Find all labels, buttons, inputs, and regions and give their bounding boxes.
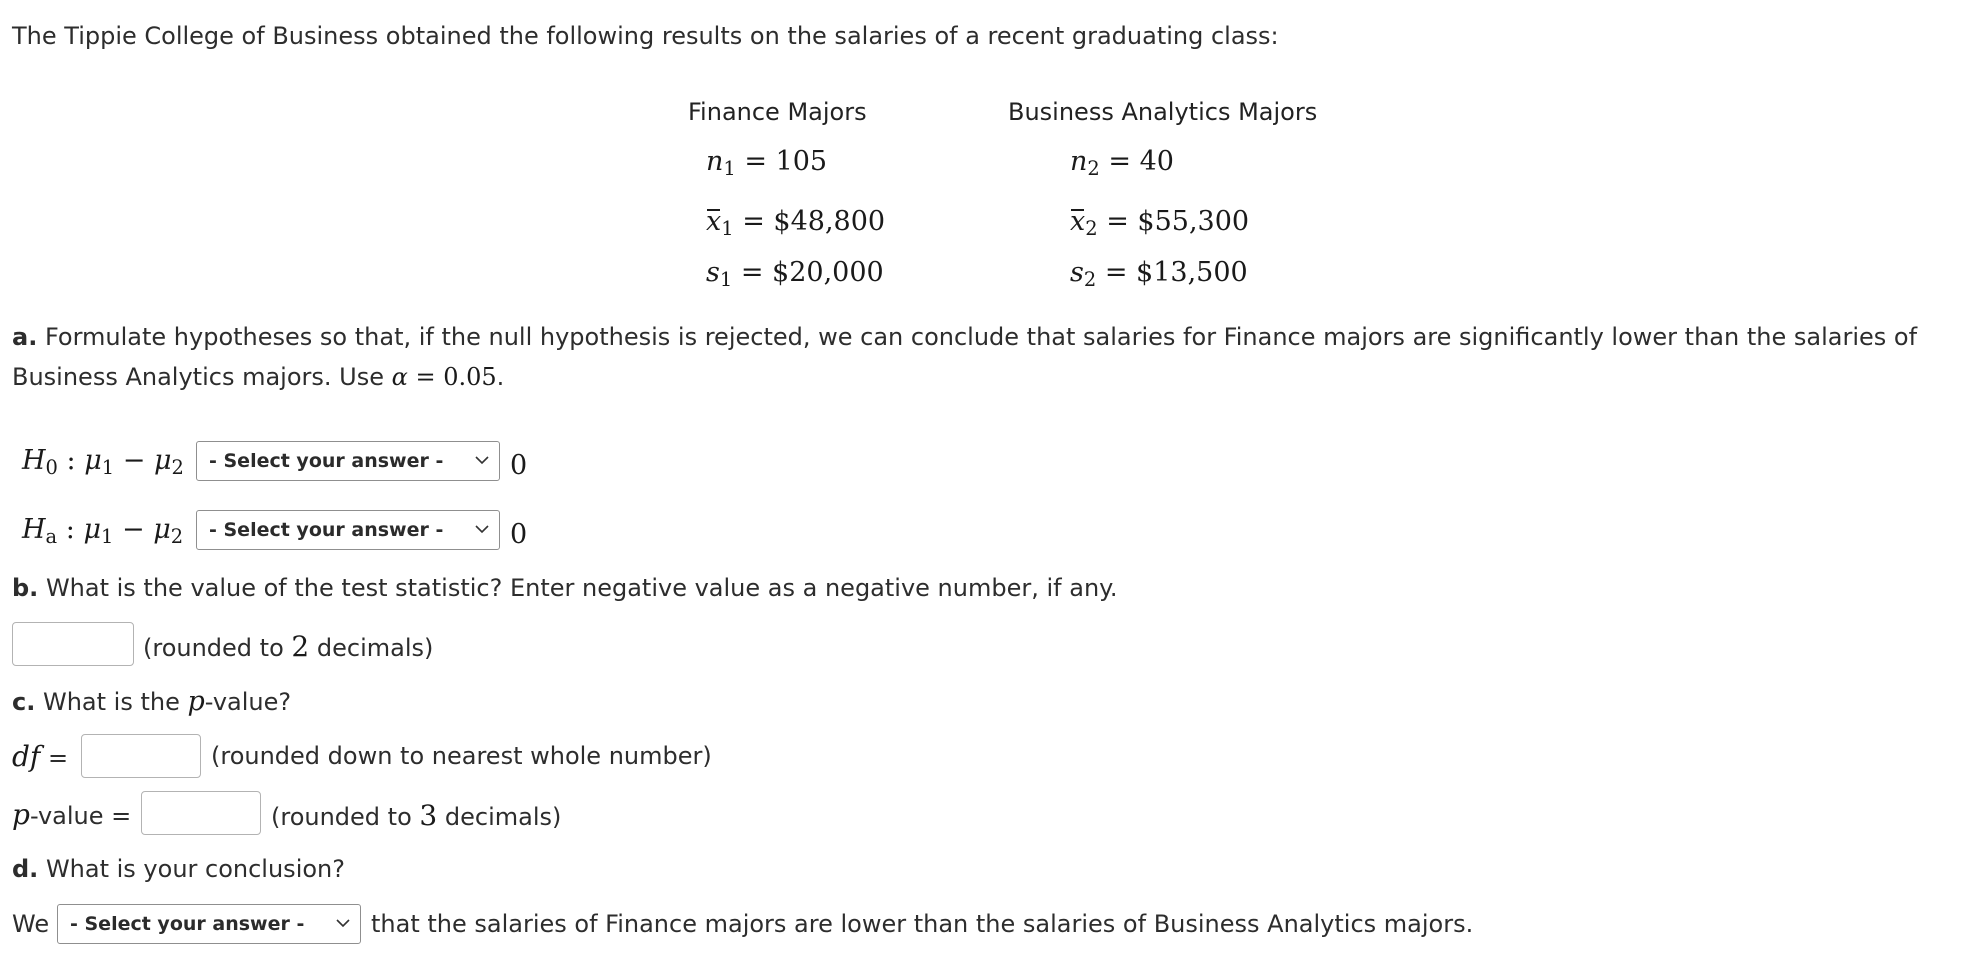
finance-majors-header: Finance Majors xyxy=(688,98,867,126)
h0-rhs: 0 xyxy=(510,450,528,481)
business-analytics-majors-header: Business Analytics Majors xyxy=(1008,98,1318,126)
part-d-question: d. What is your conclusion? xyxy=(12,855,345,883)
conclusion-select[interactable] xyxy=(57,904,361,944)
df-rounding-note: (rounded down to nearest whole number) xyxy=(211,742,712,770)
h0-expression: $H_0$ : $\mu_1 - \mu_2$ xyxy=(22,445,184,480)
part-a-question-line2: Business Analytics majors. Use α = 0.05. xyxy=(12,363,505,391)
conclusion-text: that the salaries of Finance majors are lower than the salaries of Business Analytics majors. xyxy=(371,910,1474,938)
ha-select-label: - Select your answer - xyxy=(209,519,444,541)
h0-operator-select[interactable] xyxy=(196,441,500,481)
part-a-question: a. Formulate hypotheses so that, if the null hypothesis is rejected, we can conclude that salaries for Finance majors are significantly lower than the salaries of xyxy=(12,323,1918,351)
p-value-input[interactable] xyxy=(141,791,261,835)
x1-mean: $x_1$ = $48,800 xyxy=(706,206,886,241)
conclusion-select-label: - Select your answer - xyxy=(70,913,305,935)
test-statistic-input[interactable] xyxy=(12,622,134,666)
ha-rhs: 0 xyxy=(510,519,528,550)
part-c-question: c. What is the p-value? xyxy=(12,686,292,717)
p-value-label: p-value = xyxy=(12,798,132,831)
x2-mean: $x_2$ = $55,300 xyxy=(1070,206,1250,241)
ha-operator-select[interactable] xyxy=(196,510,500,550)
ha-expression: $H_a$ : $\mu_1 - \mu_2$ xyxy=(22,514,184,549)
chevron-down-icon xyxy=(474,452,490,468)
n2-value: $n_2 = 40$ xyxy=(1070,146,1174,181)
s2-std: $s_2$ = $13,500 xyxy=(1070,257,1248,292)
df-input[interactable] xyxy=(81,734,201,778)
p-value-rounding-note: (rounded to 3 decimals) xyxy=(271,799,562,832)
test-statistic-rounding-note: (rounded to 2 decimals) xyxy=(143,630,434,663)
intro-text: The Tippie College of Business obtained the following results on the salaries of a recent graduating class: xyxy=(12,22,1279,50)
s1-std: $s_1$ = $20,000 xyxy=(706,257,884,292)
h0-select-label: - Select your answer - xyxy=(209,450,444,472)
conclusion-we-label: We xyxy=(12,910,50,938)
n1-value: $n_1 = 105$ xyxy=(706,146,828,181)
chevron-down-icon xyxy=(474,521,490,537)
df-label: df = xyxy=(12,740,69,773)
chevron-down-icon xyxy=(335,915,351,931)
part-b-question: b. What is the value of the test statistic? Enter negative value as a negative number, if any. xyxy=(12,574,1118,602)
